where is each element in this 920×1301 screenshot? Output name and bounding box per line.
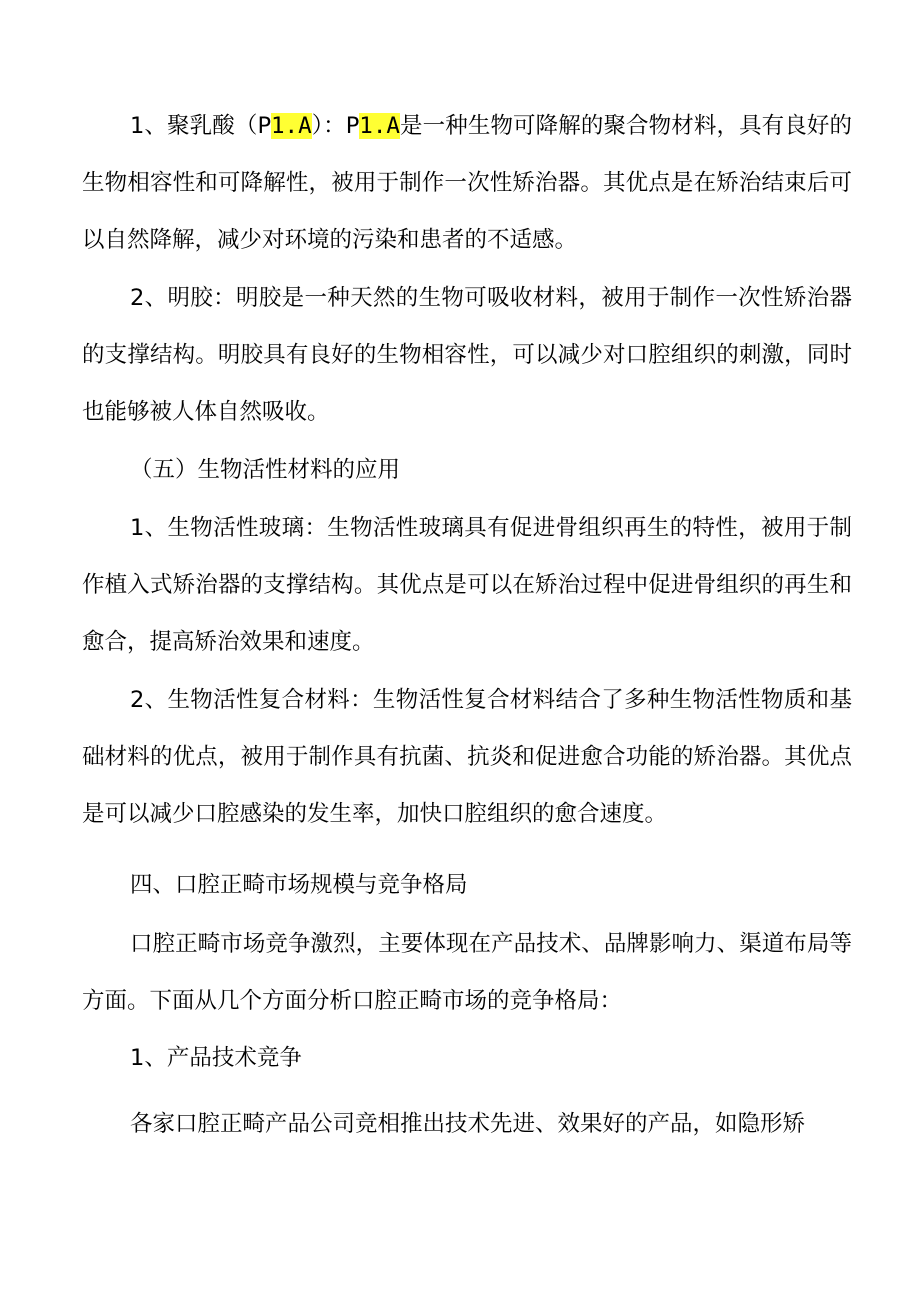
pla-prefix: 1、聚乳酸（ xyxy=(130,113,258,139)
highlight-mark: 1.A xyxy=(359,113,400,139)
pla-colon: ）： xyxy=(311,113,346,139)
pla-body: 是一种生物可降解的聚合物材料，具有良好的生物相容性和可降解性，被用于制作一次性矫治器。其优点是在矫治结束后可以自然降解，减少对环境的污染和患者的不适感。 xyxy=(82,113,852,253)
subheading-product-tech: 1、产品技术竞争 xyxy=(130,1045,302,1071)
paragraph-pla xyxy=(82,98,852,269)
pla-abbr-2: P1.A xyxy=(345,113,400,139)
paragraph-market-intro: 口腔正畸市场竞争激烈，主要体现在产品技术、品牌影响力、渠道布局等方面。下面从几个方面分析口腔正畸市场的竞争格局： xyxy=(82,931,852,1014)
paragraph-bioactive-composite: 2、生物活性复合材料：生物活性复合材料结合了多种生物活性物质和基础材料的优点，被用于制作具有抗菌、抗炎和促进愈合功能的矫治器。其优点是可以减少口腔感染的发生率，加快口腔组织的愈合速度。 xyxy=(82,687,852,827)
highlight-mark: 1.A xyxy=(271,113,312,139)
paragraph-product-tech: 各家口腔正畸产品公司竞相推出技术先进、效果好的产品，如隐形矫 xyxy=(130,1111,806,1137)
section-heading-market: 四、口腔正畸市场规模与竞争格局 xyxy=(130,872,468,898)
paragraph-bioactive-glass: 1、生物活性玻璃：生物活性玻璃具有促进骨组织再生的特性，被用于制作植入式矫治器的支撑结构。其优点是可以在矫治过程中促进骨组织的再生和愈合，提高矫治效果和速度。 xyxy=(82,515,852,655)
pla-abbr-1: P1.A xyxy=(257,113,312,139)
section-heading-bioactive: （五）生物活性材料的应用 xyxy=(130,457,401,483)
paragraph-gelatin: 2、明胶：明胶是一种天然的生物可吸收材料，被用于制作一次性矫治器的支撑结构。明胶具有良好的生物相容性，可以减少对口腔组织的刺激，同时也能够被人体自然吸收。 xyxy=(82,285,852,425)
